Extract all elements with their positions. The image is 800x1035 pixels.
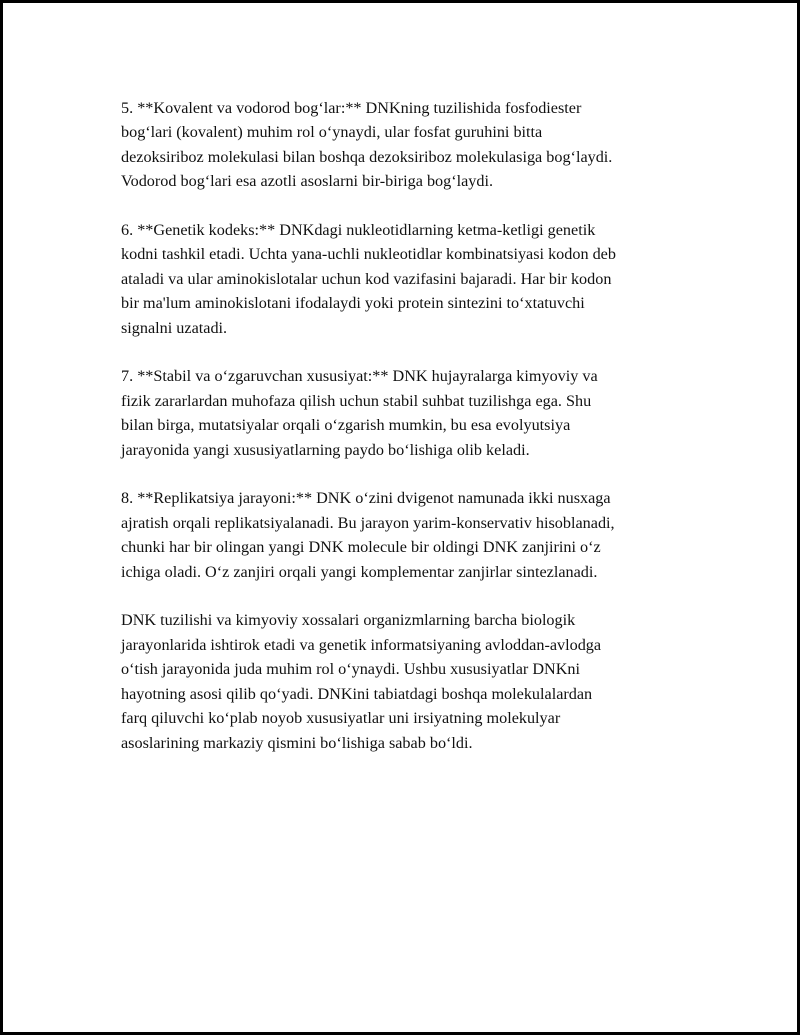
paragraph-stability-variability: 7. **Stabil va o‘zgaruvchan xususiyat:** DNK hujayralarga kimyoviy va fizik zararlardan muhofaza qilish uchun stabil suhbat tuzilishga ega. Shu bilan birga, mutatsiyalar orqali o‘zgarish mumkin, bu esa evolyutsiya jarayonida yangi xususiyatlarning paydo bo‘lishiga olib keladi.	[121, 367, 598, 459]
document-body	[121, 96, 701, 779]
paragraph-genetic-code: 6. **Genetik kodeks:** DNKdagi nukleotidlarning ketma-ketligi genetik kodni tashkil etadi. Uchta yana-uchli nukleotidlar kombinatsiyasi kodon deb ataladi va ular aminokislotalar uchun kod vazifasini bajaradi. Har bir kodon bir ma'lum aminokislotani ifodalaydi yoki protein sintezini to‘xtatuvchi signalni uzatadi.	[121, 221, 616, 337]
paragraph-replication: 8. **Replikatsiya jarayoni:** DNK o‘zini dvigenot namunada ikki nusxaga ajratish orqali replikatsiyalanadi. Bu jarayon yarim-konservativ hisoblanadi, chunki har bir olingan yangi DNK molecule bir oldingi DNK zanjirini o‘z ichiga oladi. O‘z zanjiri orqali yangi komplementar zanjirlar sintezlanadi.	[121, 489, 615, 581]
paragraph-conclusion: DNK tuzilishi va kimyoviy xossalari organizmlarning barcha biologik jarayonlarida ishtirok etadi va genetik informatsiyaning avloddan-avlodga o‘tish jarayonida juda muhim rol o‘ynaydi. Ushbu xususiyatlar DNKni hayotning asosi qilib qo‘yadi. DNKini tabiatdagi boshqa molekulalardan farq qiluvchi ko‘plab noyob xususiyatlar uni irsiyatning molekulyar asoslarining markaziy qismini bo‘lishiga sabab bo‘ldi.	[121, 611, 602, 752]
paragraph-covalent-hydrogen-bonds: 5. **Kovalent va vodorod bog‘lar:** DNKning tuzilishida fosfodiester bog‘lari (kovalent) muhim rol o‘ynaydi, ular fosfat guruhini bitta dezoksiriboz molekulasi bilan boshqa dezoksiriboz molekulasiga bog‘laydi. Vodorod bog‘lari esa azotli asoslarni bir-biriga bog‘laydi.	[121, 99, 613, 191]
